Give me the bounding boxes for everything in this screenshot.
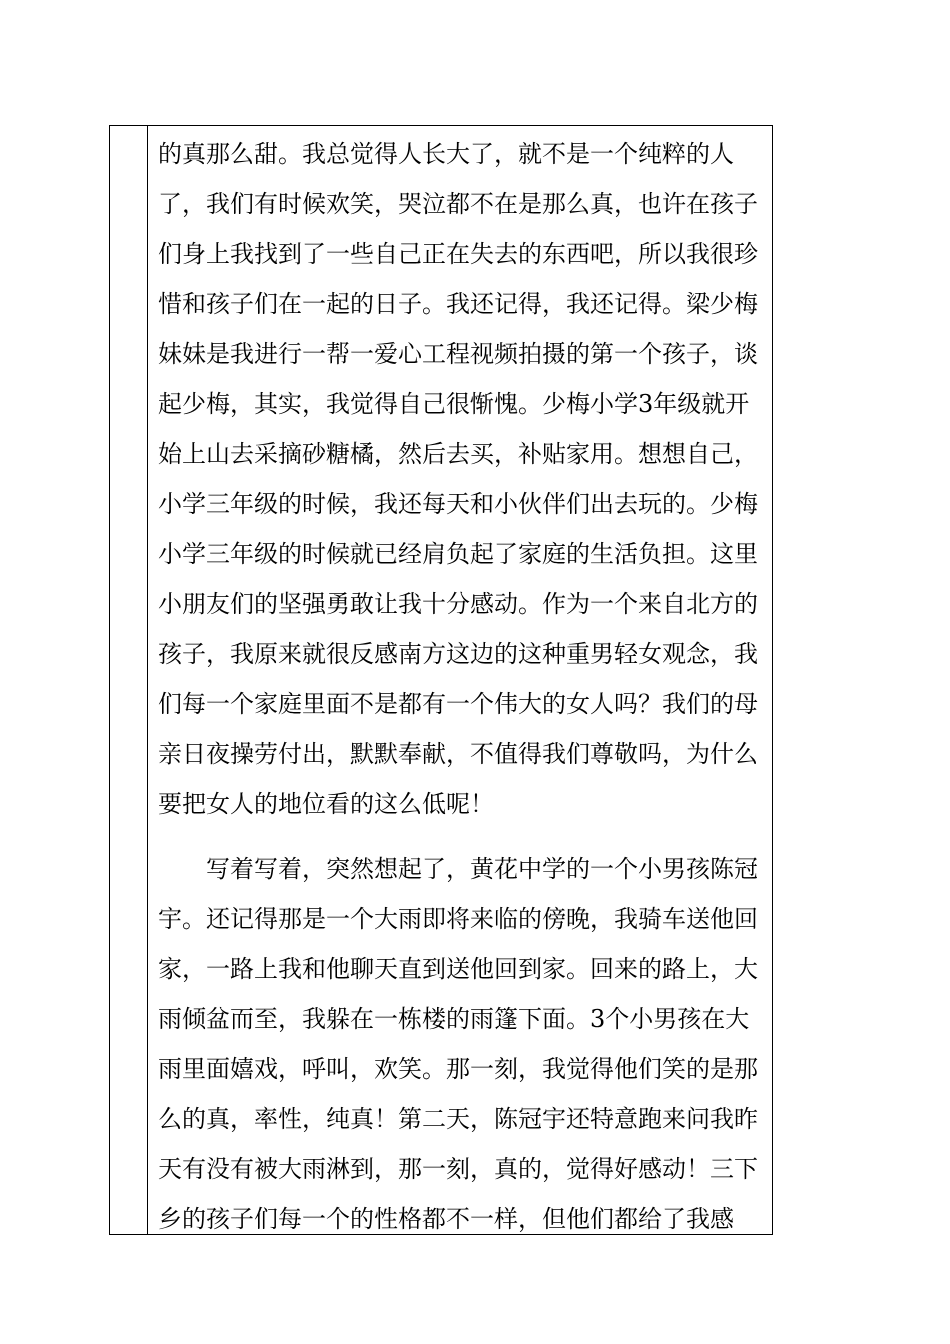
text-line: 们每一个家庭里面不是都有一个伟大的女人吗？我们的母 xyxy=(158,690,758,718)
text-line: 小学三年级的时候，我还每天和小伙伴们出去玩的。少梅 xyxy=(158,490,758,518)
text-line: 写着写着，突然想起了，黄花中学的一个小男孩陈冠 xyxy=(158,855,758,883)
text-line: 家，一路上我和他聊天直到送他回到家。回来的路上，大 xyxy=(158,955,758,983)
text-line: 的真那么甜。我总觉得人长大了，就不是一个纯粹的人 xyxy=(158,140,734,168)
text-line: 雨里面嬉戏，呼叫，欢笑。那一刻，我觉得他们笑的是那 xyxy=(158,1055,758,1083)
paragraph-2 xyxy=(158,844,758,1234)
text-line: 么的真，率性，纯真！第二天，陈冠宇还特意跑来问我昨 xyxy=(158,1105,758,1133)
text-line: 乡的孩子们每一个的性格都不一样，但他们都给了我感 xyxy=(158,1205,734,1233)
text-line: 雨倾盆而至，我躲在一栋楼的雨篷下面。3个小男孩在大 xyxy=(158,1005,750,1033)
text-line: 亲日夜操劳付出，默默奉献，不值得我们尊敬吗，为什么 xyxy=(158,740,758,768)
text-line: 孩子，我原来就很反感南方这边的这种重男轻女观念，我 xyxy=(158,640,758,668)
text-line: 宇。还记得那是一个大雨即将来临的傍晚，我骑车送他回 xyxy=(158,905,758,933)
text-cell xyxy=(148,126,772,1234)
text-line: 要把女人的地位看的这么低呢！ xyxy=(158,790,494,818)
text-line: 天有没有被大雨淋到，那一刻，真的，觉得好感动！三下 xyxy=(158,1155,758,1183)
text-line: 起少梅，其实，我觉得自己很惭愧。少梅小学3年级就开 xyxy=(158,390,750,418)
text-line: 妹妹是我进行一帮一爱心工程视频拍摄的第一个孩子，谈 xyxy=(158,340,758,368)
text-line: 小朋友们的坚强勇敢让我十分感动。作为一个来自北方的 xyxy=(158,590,758,618)
paragraph-1 xyxy=(158,129,758,829)
text-line: 始上山去采摘砂糖橘，然后去买，补贴家用。想想自己， xyxy=(158,440,758,468)
text-line: 们身上我找到了一些自己正在失去的东西吧，所以我很珍 xyxy=(158,240,758,268)
text-line: 了，我们有时候欢笑，哭泣都不在是那么真，也许在孩子 xyxy=(158,190,758,218)
text-line: 惜和孩子们在一起的日子。我还记得，我还记得。梁少梅 xyxy=(158,290,758,318)
text-line: 小学三年级的时候就已经肩负起了家庭的生活负担。这里 xyxy=(158,540,758,568)
